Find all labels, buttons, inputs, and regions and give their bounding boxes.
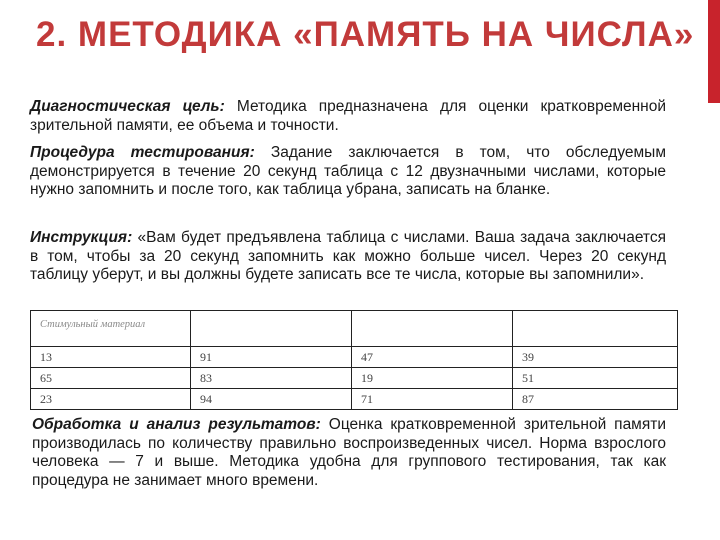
table-row (31, 389, 678, 410)
number-cell: 39 (513, 347, 678, 368)
testing-procedure-label: Процедура тестирования: (30, 144, 255, 161)
stimulus-caption: Стимульный материал (40, 319, 146, 330)
number-cell: 51 (513, 368, 678, 389)
testing-procedure-text: Задание заключается в том, что обследуемым демонстрируется в течение 20 секунд таблица с 12 двузначными числами, которые нужно запомнить и после того, как таблица убрана, записать на бланке. (30, 144, 666, 198)
empty-header-cell (352, 311, 513, 347)
table-row (31, 368, 678, 389)
processing-analysis-text: Оценка кратковременной зрительной памяти производилась по количеству правильно воспроизведенных чисел. Норма взрослого человека — 7 и выше. Методика удобна для группового тестирования, так как процедура не занимает много времени. (32, 416, 666, 489)
number-cell: 13 (31, 347, 191, 368)
number-cell: 71 (352, 389, 513, 410)
instruction-paragraph (30, 229, 666, 285)
testing-procedure-paragraph (30, 144, 666, 200)
processing-analysis-label: Обработка и анализ результатов: (32, 416, 321, 433)
number-cell: 83 (191, 368, 352, 389)
empty-header-cell (513, 311, 678, 347)
instruction-text: «Вам будет предъявлена таблица с числами. Ваша задача заключается в том, чтобы за 20 секунд запомнить как можно больше чисел. Через 20 секунд таблицу уберут, и вы должны будете записать все те числа, которые вы запомнили». (30, 229, 666, 283)
number-cell: 19 (352, 368, 513, 389)
stimulus-table (30, 310, 678, 410)
stimulus-caption-cell (31, 311, 191, 347)
diagnostic-goal-text: Методика предназначена для оценки кратковременной зрительной памяти, ее объема и точности. (30, 98, 666, 134)
diagnostic-goal-paragraph (30, 98, 666, 135)
number-cell: 65 (31, 368, 191, 389)
processing-analysis-paragraph (32, 416, 666, 490)
diagnostic-goal-label: Диагностическая цель: (30, 98, 225, 115)
instruction-label: Инструкция: (30, 229, 133, 246)
number-cell: 91 (191, 347, 352, 368)
number-cell: 23 (31, 389, 191, 410)
accent-bar (708, 0, 720, 103)
empty-header-cell (191, 311, 352, 347)
table-row (31, 347, 678, 368)
slide-title: 2. МЕТОДИКА «ПАМЯТЬ НА ЧИСЛА» (36, 15, 695, 54)
stimulus-table-header-row (31, 311, 678, 347)
number-cell: 47 (352, 347, 513, 368)
number-cell: 94 (191, 389, 352, 410)
number-cell: 87 (513, 389, 678, 410)
